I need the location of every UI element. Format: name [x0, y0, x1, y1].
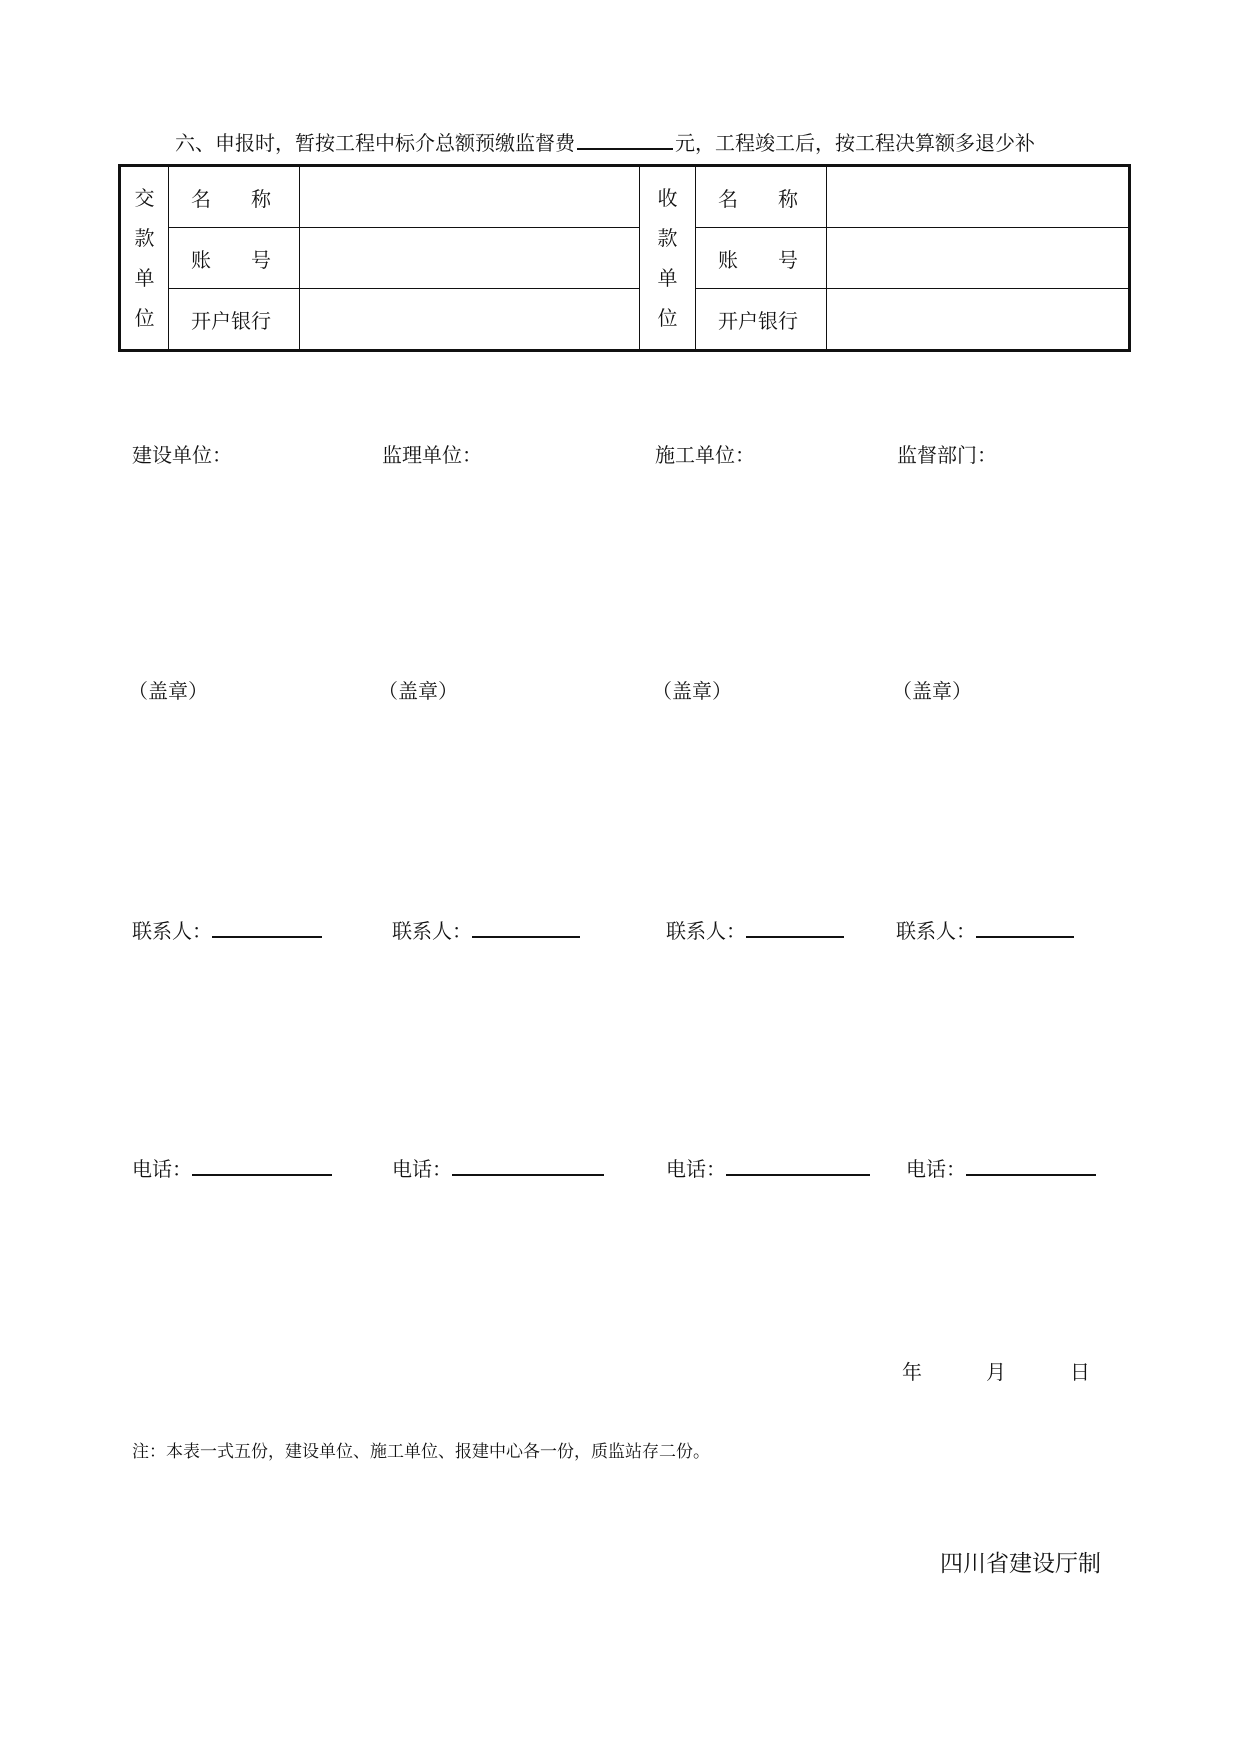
payee-bank-field[interactable] — [827, 289, 1130, 351]
contractor-phone — [666, 1154, 870, 1183]
payee-account-label: 账 号 — [696, 228, 827, 289]
section-six-after: 元，工程竣工后，按工程决算额多退少补 — [675, 131, 1035, 155]
contact-label: 联系人： — [132, 919, 212, 943]
payer-name-label: 名 称 — [169, 166, 300, 228]
date-day-label: 日 — [1070, 1360, 1090, 1384]
oversight-phone — [906, 1154, 1096, 1183]
construction-unit-label: 建设单位： — [132, 443, 232, 467]
table-row — [120, 289, 1130, 351]
payee-name-label: 名 称 — [696, 166, 827, 228]
supervision-contact — [392, 916, 580, 945]
phone-label: 电话： — [666, 1157, 726, 1181]
contractor-unit-label: 施工单位： — [655, 443, 755, 467]
payee-account-field[interactable] — [827, 228, 1130, 289]
date-year-label: 年 — [902, 1360, 922, 1384]
section-six-before: 六、申报时，暂按工程中标介总额预缴监督费 — [175, 131, 575, 155]
payer-bank-label: 开户银行 — [169, 289, 300, 351]
payer-unit-label: 交 款 单 位 — [120, 166, 169, 351]
table-row — [120, 166, 1130, 228]
phone-blank-field[interactable] — [452, 1154, 604, 1176]
payee-name-field[interactable] — [827, 166, 1130, 228]
issuer-label: 四川省建设厅制 — [940, 1551, 1101, 1577]
payer-account-field[interactable] — [300, 228, 640, 289]
construction-seal-label: （盖章） — [128, 679, 208, 703]
contact-blank-field[interactable] — [212, 916, 322, 938]
oversight-seal-label: （盖章） — [892, 679, 972, 703]
payer-name-field[interactable] — [300, 166, 640, 228]
construction-contact — [132, 916, 322, 945]
payer-account-label: 账 号 — [169, 228, 300, 289]
date-month-label: 月 — [986, 1360, 1006, 1384]
section-six-text — [175, 128, 1035, 157]
supervision-unit-label: 监理单位： — [382, 443, 482, 467]
contact-label: 联系人： — [392, 919, 472, 943]
phone-label: 电话： — [906, 1157, 966, 1181]
supervision-phone — [392, 1154, 604, 1183]
phone-label: 电话： — [132, 1157, 192, 1181]
oversight-dept-label: 监督部门： — [897, 443, 997, 467]
oversight-contact — [896, 916, 1074, 945]
footnote: 注：本表一式五份，建设单位、施工单位、报建中心各一份，质监站存二份。 — [132, 1442, 710, 1462]
supervision-seal-label: （盖章） — [378, 679, 458, 703]
payer-bank-field[interactable] — [300, 289, 640, 351]
phone-blank-field[interactable] — [192, 1154, 332, 1176]
fee-blank-field[interactable] — [577, 128, 673, 150]
contractor-contact — [666, 916, 844, 945]
contact-label: 联系人： — [896, 919, 976, 943]
payee-unit-label: 收 款 单 位 — [640, 166, 696, 351]
phone-label: 电话： — [392, 1157, 452, 1181]
contact-label: 联系人： — [666, 919, 746, 943]
contractor-seal-label: （盖章） — [652, 679, 732, 703]
construction-phone — [132, 1154, 332, 1183]
payee-bank-label: 开户银行 — [696, 289, 827, 351]
phone-blank-field[interactable] — [966, 1154, 1096, 1176]
phone-blank-field[interactable] — [726, 1154, 870, 1176]
contact-blank-field[interactable] — [976, 916, 1074, 938]
date-row — [902, 1358, 1090, 1386]
table-row — [120, 228, 1130, 289]
contact-blank-field[interactable] — [746, 916, 844, 938]
contact-blank-field[interactable] — [472, 916, 580, 938]
payment-table — [118, 164, 1131, 352]
